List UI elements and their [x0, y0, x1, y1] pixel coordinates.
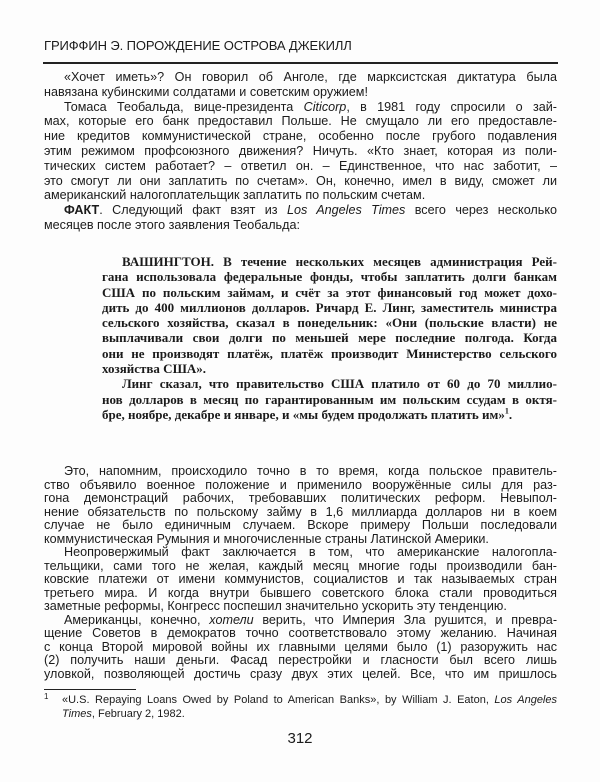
- text-line: [44, 573, 557, 587]
- paragraph: [44, 203, 557, 233]
- text-segment: выплачивали свои долги по меньшей мере последние полгода. Когда: [102, 330, 557, 346]
- page-number: 312: [287, 730, 313, 747]
- footnote-rule: [44, 689, 136, 690]
- quoted-article: [102, 254, 557, 422]
- text-segment: . Следующий факт взят из: [99, 203, 287, 218]
- text-line: [102, 300, 557, 315]
- text-segment: Times: [62, 707, 92, 720]
- text-line: [102, 376, 557, 391]
- footnote-text: [62, 694, 557, 721]
- paragraph: [44, 70, 557, 100]
- text-line: [102, 346, 557, 361]
- text-line: [44, 85, 557, 100]
- text-segment: «U.S. Repaying Loans Owed by Poland to American Banks», by William J. Eaton,: [62, 694, 495, 706]
- paragraph: [44, 465, 557, 546]
- text-line: [44, 519, 557, 533]
- text-segment: хозяйства США».: [102, 361, 206, 377]
- text-segment: случае не было единичным случаем. Вскоре примеру Польши последовали: [44, 519, 557, 532]
- text-segment: Томаса Теобальда, вице-президента: [64, 99, 304, 114]
- text-line: [44, 587, 557, 601]
- text-line: [44, 114, 557, 129]
- text-line: [44, 641, 557, 655]
- text-segment: Линг сказал, что правительство США платило от 60 до 70 миллио-: [122, 376, 557, 392]
- text-segment: они не производят платёж, платёж производит Министерство сельского: [102, 345, 557, 361]
- body-text-top: [44, 70, 557, 233]
- text-line: [44, 203, 557, 218]
- text-line: [62, 694, 557, 708]
- text-line: [44, 654, 557, 668]
- running-title: ГРИФФИН Э. ПОРОЖДЕНИЕ ОСТРОВА ДЖЕКИЛЛ: [44, 38, 352, 53]
- header-rule: [43, 62, 558, 64]
- text-segment: щение Советов в демократов точно соответствовало этому желанию. Начиная: [44, 627, 557, 640]
- text-segment: заметные реформы, Конгресс поспешил значительно ускорить эту тенденцию.: [44, 600, 507, 613]
- text-segment: дить до 400 миллионов долларов. Ричард Е. Линг, заместитель министра: [102, 299, 557, 315]
- text-segment: Американцы, конечно,: [64, 613, 210, 627]
- body-text-bottom: [44, 465, 557, 681]
- text-line: [102, 392, 557, 407]
- text-line: [44, 492, 557, 506]
- text-segment: США по польским займам, и счёт за этот финансовый год может дохо-: [102, 284, 557, 300]
- text-segment: американский налогоплательщик заплатить по польским счетам.: [44, 188, 426, 203]
- text-segment: Los Angeles: [494, 694, 557, 706]
- text-segment: Los Angeles Times: [286, 203, 406, 218]
- text-line: [102, 254, 557, 269]
- text-line: [44, 70, 557, 85]
- text-segment: верить, что Империя Зла рушится, и превра-: [253, 613, 557, 627]
- text-segment: тельщики, сами того не желая, каждый месяц многие годы производили бан-: [44, 559, 557, 573]
- text-segment: , February 2, 1982.: [91, 707, 185, 720]
- text-segment: ние кредитов коммунистической стране, особенно после грубого подавления: [44, 129, 557, 144]
- text-line: [102, 361, 557, 376]
- text-segment: гана использовала федеральные фонды, чтобы заплатить долги банкам: [102, 269, 557, 285]
- text-segment: это смогут ли они заплатить по счетам». Он, конечно, имел в виду, сможет ли: [44, 173, 557, 188]
- text-line: [44, 546, 557, 560]
- footnote: [44, 694, 557, 721]
- text-segment: тических систем работает? – ответил он. – Единственное, что нас заботит, –: [44, 158, 557, 173]
- text-segment: мах, которые его банк предоставил Польше. Не смущало ли его предоставле-: [44, 114, 557, 129]
- text-line: [44, 100, 557, 115]
- text-line: [44, 159, 557, 174]
- text-line: [44, 188, 557, 203]
- text-line: [44, 144, 557, 159]
- text-segment: .: [508, 406, 513, 422]
- text-segment: Неопровержимый факт заключается в том, что американские налогопла-: [64, 546, 557, 559]
- text-segment: этим режимом профсоюзного движения? Ничуть. «Кто знает, которая из поли-: [44, 143, 557, 158]
- text-line: [44, 479, 557, 493]
- text-line: [44, 627, 557, 641]
- text-line: [44, 465, 557, 479]
- text-segment: навязана кубинскими солдатами и советским оружием!: [44, 84, 368, 99]
- text-segment: сельского хозяйства, сказал в понедельник: «Они (польские власти) не: [102, 315, 557, 331]
- text-line: [102, 285, 557, 300]
- text-segment: с конца Второй мировой войны их главными целями было (1) разоружить нас: [44, 640, 557, 654]
- text-line: [44, 600, 557, 614]
- text-line: [44, 533, 557, 547]
- text-segment: всего через несколько: [405, 203, 557, 218]
- text-line: [102, 407, 557, 422]
- text-line: [44, 668, 557, 682]
- text-segment: уловкой, позволяющей достичь сразу двух этих целей. Все, что им пришлось: [44, 667, 557, 681]
- text-line: [44, 218, 557, 233]
- text-line: [102, 315, 557, 330]
- text-segment: бре, ноябре, декабре и январе, и «мы будем продолжать платить им»: [102, 406, 505, 422]
- text-line: [44, 560, 557, 574]
- text-segment: гона демонстраций рабочих, требовавших политических реформ. Невыпол-: [44, 492, 557, 505]
- text-segment: хотели: [209, 613, 254, 627]
- text-segment: (2) получить наши деньги. Фасад перестройки и гласности был всего лишь: [44, 654, 557, 667]
- text-segment: Citicorp: [303, 99, 347, 114]
- text-segment: ВАШИНГТОН. В течение нескольких месяцев администрация Рей-: [122, 254, 557, 269]
- footnote-mark: 1: [44, 692, 49, 701]
- footnote-reference: 1: [504, 406, 509, 416]
- text-segment: ство объявило военное положение и применило вооружённые силы для раз-: [44, 478, 557, 492]
- text-segment: ковские платежи от имени коммунистов, социалистов и так называемых стран: [44, 573, 557, 586]
- paragraph: [102, 254, 557, 376]
- text-segment: ФАКТ: [64, 203, 100, 218]
- text-line: [44, 506, 557, 520]
- text-line: [44, 614, 557, 628]
- text-line: [44, 174, 557, 189]
- text-segment: «Хочет иметь»? Он говорил об Анголе, где марксистская диктатура была: [64, 70, 557, 84]
- text-segment: третьего мира. И когда внутри бывшего советского блока стали проводиться: [44, 586, 557, 600]
- paragraph: [44, 100, 557, 204]
- text-segment: нов долларов в месяц по гарантированным им польским ссудам в октя-: [102, 391, 557, 407]
- text-line: [102, 269, 557, 284]
- text-segment: месяцев после этого заявления Теобальда:: [44, 217, 300, 232]
- text-segment: , в 1981 году спросили о зай-: [346, 99, 557, 114]
- paragraph: [44, 614, 557, 682]
- text-line: [62, 708, 557, 722]
- paragraph: [102, 376, 557, 422]
- text-line: [102, 330, 557, 345]
- text-segment: Это, напомним, происходило точно в то время, когда польское правитель-: [64, 465, 557, 478]
- text-segment: коммунистическая Румыния и многочисленные страны Латинской Америки.: [44, 532, 489, 546]
- paragraph: [44, 546, 557, 614]
- text-line: [44, 129, 557, 144]
- text-segment: нение обязательств по польскому займу в 1,6 миллиарда долларов ни в коем: [44, 505, 557, 519]
